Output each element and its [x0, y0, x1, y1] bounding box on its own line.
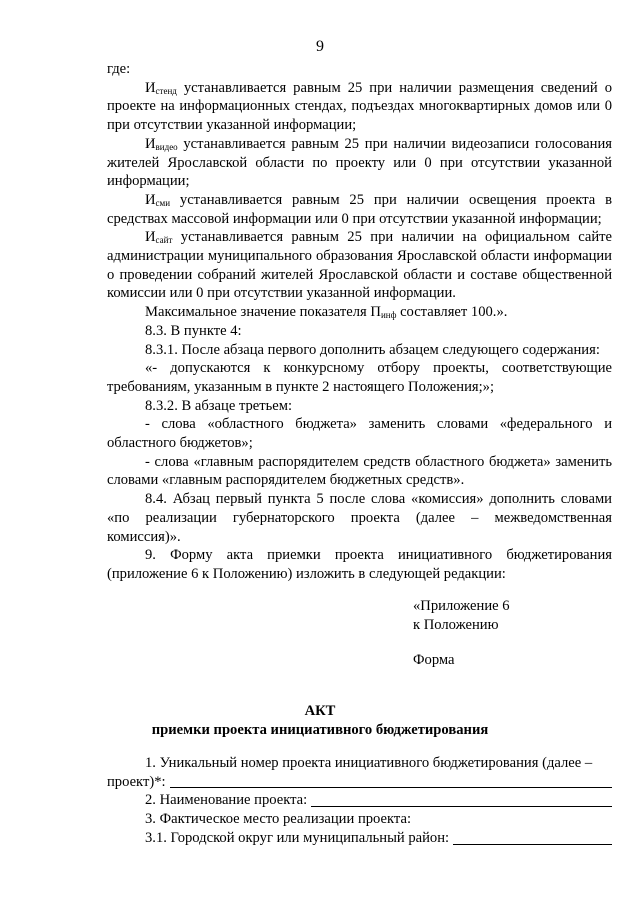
- document-body: [107, 60, 612, 584]
- paragraph-quote: «- допускаются к конкурсному отбору проекты, соответствующие требованиям, указанным в пункте 2 настоящего Положения;»;: [107, 360, 612, 395]
- appendix-line-1: «Приложение 6: [413, 598, 510, 614]
- form-label: Форма: [413, 652, 455, 668]
- field-3-1-label: 3.1. Городской округ или муниципальный район:: [145, 829, 450, 846]
- paragraph-8-4: 8.4. Абзац первый пункта 5 после слова «комиссия» дополнить словами «по реализации губернаторского проекта (далее – межведомственная комиссия)».: [107, 491, 612, 545]
- appendix-line-2: к Положению: [413, 617, 499, 633]
- paragraph-8-3: 8.3. В пункте 4:: [145, 322, 242, 339]
- field-2-blank: [311, 792, 612, 807]
- paragraph-stend: $И_{стенд}$ устанавливается равным 25 при наличии размещения сведений о проекте на информационных стендах, подъездах многоквартирных домов или 0 при отсутствии указанной информации;: [107, 79, 612, 134]
- field-3-1-row: [107, 829, 612, 848]
- field-3-label: 3. Фактическое место реализации проекта:: [145, 811, 411, 828]
- where-label: где:: [107, 61, 131, 77]
- field-1-blank: [170, 773, 612, 788]
- paragraph-video: $И_{видео}$ устанавливается равным 25 при наличии видеозаписи голосования жителей Ярославской области по проекту или 0 при отсутствии указанной информации;: [107, 135, 612, 190]
- act-title: АКТ: [304, 703, 336, 719]
- field-1-label: 1. Уникальный номер проекта инициативного бюджетирования (далее –: [145, 755, 593, 771]
- paragraph-8-3-1: 8.3.1. После абзаца первого дополнить абзацем следующего содержания:: [145, 341, 600, 358]
- field-2-row: [107, 791, 612, 810]
- act-form: [107, 754, 612, 848]
- paragraph-smi: $И_{сми}$ устанавливается равным 25 при наличии освещения проекта в средствах массовой информации или 0 при отсутствии указанной информации;: [107, 191, 612, 227]
- paragraph-site: $И_{сайт}$ устанавливается равным 25 при наличии на официальном сайте администрации муниципального образования Ярославской области информации о проведении собраний жителей Ярославской области и составе общественной комиссии или 0 при отсутствии указанной информации.: [107, 229, 612, 302]
- field-1-row: [107, 773, 612, 792]
- page-number: 9: [316, 38, 324, 55]
- paragraph-replace-1: - слова «областного бюджета» заменить словами «федерального и областного бюджетов»;: [107, 416, 612, 452]
- act-subtitle: приемки проекта инициативного бюджетирования: [151, 722, 489, 738]
- paragraph-max-value: Максимальное значение показателя $П_{инф}$ составляет 100.».: [145, 304, 508, 321]
- field-1-label-cont: проект)*:: [107, 773, 166, 790]
- field-3-1-blank: [453, 830, 612, 845]
- field-2-label: 2. Наименование проекта:: [145, 792, 308, 809]
- paragraph-replace-2: - слова «главным распорядителем средств областного бюджета» заменить словами «главным распорядителем бюджетных средств».: [107, 453, 612, 489]
- paragraph-9: 9. Форму акта приемки проекта инициативного бюджетирования (приложение 6 к Положению) изложить в следующей редакции:: [107, 547, 612, 582]
- paragraph-8-3-2: 8.3.2. В абзаце третьем:: [145, 397, 293, 414]
